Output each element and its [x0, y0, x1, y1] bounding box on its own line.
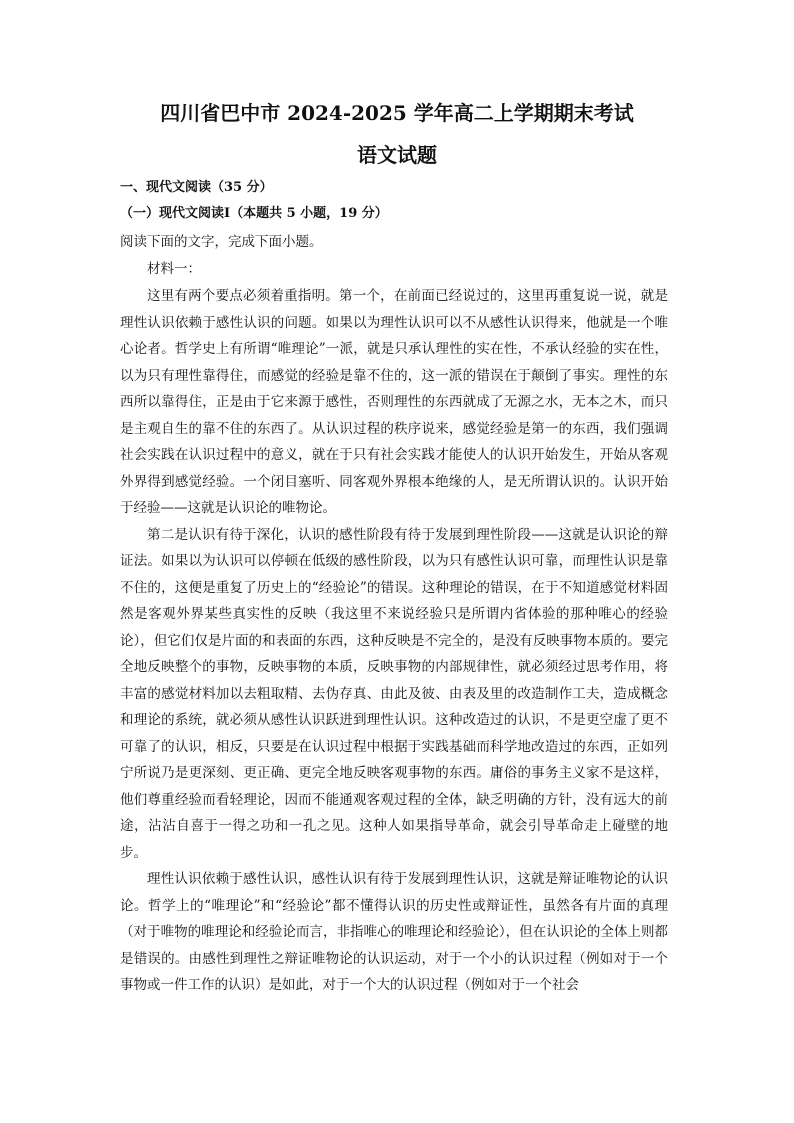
- section-heading: 一、现代文阅读（35 分）: [120, 180, 273, 195]
- paragraph: 第二是认识有待于深化，认识的感性阶段有待于发展到理性阶段——这就是认识论的辩证法。如果以为认识可以停顿在低级的感性阶段，以为只有感性认识可靠，而理性认识是靠不住的，这便是重复了历史上的“经验论”的错误。这种理论的错误，在于不知道感觉材料固然是客观外界某些真实性的反映（我这里不来说经验只是所谓内省体验的那种唯心的经验论），但它们仅是片面的和表面的东西，这种反映是不完全的，是没有反映事物本质的。要完全地反映整个的事物，反映事物的本质，反映事物的内部规律性，就必须经过思考作用，将丰富的感觉材料加以去粗取精、去伪存真、由此及彼、由表及里的改造制作工夫，造成概念和理论的系统，就必须从感性认识跃进到理性认识。这种改造过的认识，不是更空虚了更不可靠了的认识，相反，只要是在认识过程中根据于实践基础而科学地改造过的东西，正如列宁所说乃是更深刻、更正确、更完全地反映客观事物的东西。庸俗的事务主义家不是这样，他们尊重经验而看轻理论，因而不能通观客观过程的全体，缺乏明确的方针，没有远大的前途，沾沾自喜于一得之功和一孔之见。这种人如果指导革命，就会引导革命走上碰壁的地步。: [120, 526, 668, 861]
- paragraph: 这里有两个要点必须着重指明。第一个，在前面已经说过的，这里再重复说一说，就是理性认识依赖于感性认识的问题。如果以为理性认识可以不从感性认识得来，他就是一个唯心论者。哲学史上有所谓“唯理论”一派，就是只承认理性的实在性，不承认经验的实在性，以为只有理性靠得住，而感觉的经验是靠不住的，这一派的错误在于颠倒了事实。理性的东西所以靠得住，正是由于它来源于感性，否则理性的东西就成了无源之水，无本之木，而只是主观自生的靠不住的东西了。从认识过程的秩序说来，感觉经验是第一的东西，我们强调社会实践在认识过程中的意义，就在于只有社会实践才能使人的认识开始发生，开始从客观外界得到感觉经验。一个闭目塞听、同客观外界根本绝缘的人，是无所谓认识的。认识开始于经验——这就是认识论的唯物论。: [120, 288, 668, 516]
- document-subtitle: 语文试题: [357, 143, 437, 167]
- subsection-heading: （一）现代文阅读Ⅰ（本题共 5 小题，19 分）: [120, 206, 388, 221]
- reading-instruction: 阅读下面的文字，完成下面小题。: [120, 234, 323, 250]
- material-label: 材料一：: [147, 261, 201, 277]
- document-title: 四川省巴中市 2024-2025 学年高二上学期期末考试: [160, 101, 634, 125]
- article-body: [120, 283, 668, 999]
- paragraph: 理性认识依赖于感性认识，感性认识有待于发展到理性认识，这就是辩证唯物论的认识论。哲学上的“唯理论”和“经验论”都不懂得认识的历史性或辩证性，虽然各有片面的真理（对于唯物的唯理论和经验论而言，非指唯心的唯理论和经验论），但在认识论的全体上则都是错误的。由感性到理性之辩证唯物论的认识运动，对于一个小的认识过程（例如对于一个事物或一件工作的认识）是如此，对于一个大的认识过程（例如对于一个社会: [120, 871, 668, 993]
